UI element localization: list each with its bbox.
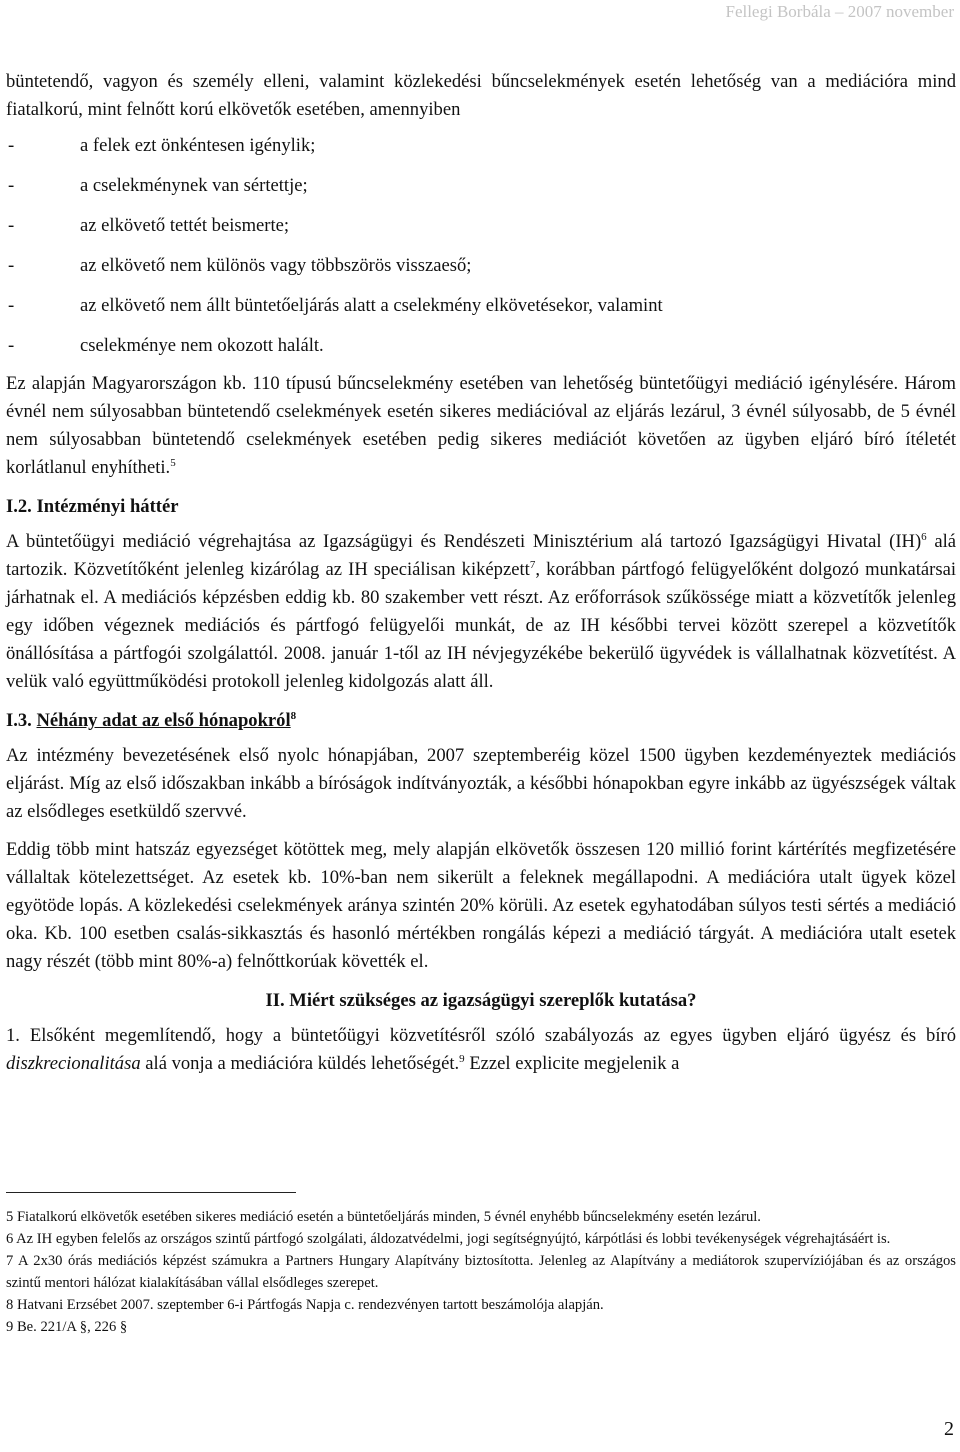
list-item-text: az elkövető tettét beismerte;: [80, 215, 290, 236]
section-title: Néhány adat az első hónapokról: [36, 710, 291, 731]
footnotes: [6, 1206, 956, 1338]
paragraph-agreements: Eddig több mint hatszáz egyezséget kötöttek meg, mely alapján elkövetők összesen 120 millió forint kártérítés megfizetésére vállaltak kötelezettséget. Az esetek kb. 10%-ban nem sikerült a feleknek megállapodni. A mediációra utalt ügyek közel egyötöde lopás. A közlekedési cselekmények aránya szintén 20% körüli. Az esetek egyhatodában súlyos testi sértés a mediáció oka. Kb. 100 esetben csalás-sikkasztás és hasonló mértékben rongálás képezi a mediáció tárgyát. A mediációra utalt esetek nagy részét (több mint 80%-a) felnőttkorúak követték el.: [6, 839, 956, 972]
footnote-number: 6: [6, 1231, 14, 1247]
footnote-ref[interactable]: 6: [921, 530, 927, 543]
section-title: Intézményi háttér: [36, 496, 179, 517]
list-item-text: az elkövető nem különös vagy többszörös visszaeső;: [80, 255, 472, 276]
section-number: I.2.: [6, 496, 32, 517]
list-dash: -: [8, 175, 15, 196]
footnote-ref[interactable]: 8: [290, 709, 297, 722]
footnote-text: Hatvani Erzsébet 2007. szeptember 6-i Pártfogás Napja c. rendezvényen tartott beszámolója alapján.: [13, 1297, 604, 1313]
paragraph-discretion: [6, 1022, 956, 1078]
paragraph-text: Ezzel explicite megjelenik a: [464, 1053, 680, 1074]
list-dash: -: [8, 215, 15, 236]
section-heading-ii: II. Miért szükséges az igazságügyi szereplők kutatása?: [265, 990, 697, 1011]
footnote-item: [6, 1228, 956, 1250]
list-item: [6, 206, 956, 246]
footnote-text: Fiatalkorú elkövetők esetében sikeres mediáció esetén a büntetőeljárás minden, 5 évnél enyhébb bűncselekmény esetén lezárul.: [13, 1209, 761, 1225]
footnote-item: [6, 1294, 956, 1316]
list-item: [6, 326, 956, 366]
list-item: [6, 166, 956, 206]
footnote-number: 8: [6, 1297, 14, 1313]
paragraph-institutional-background: [6, 528, 956, 696]
footnote-divider: [6, 1192, 296, 1193]
paragraph-text: A büntetőügyi mediáció végrehajtása az Igazságügyi és Rendészeti Minisztérium alá tartozó Igazságügyi Hivatal (IH): [6, 531, 922, 552]
list-item-text: a felek ezt önkéntesen igénylik;: [80, 135, 316, 156]
list-dash: -: [8, 135, 15, 156]
footnote-text: A 2x30 órás mediációs képzést számukra a Partners Hungary Alapítvány biztosította. Jelenleg az Alapítvány a mediátorok szupervíziójában és az országos szintű mentori hálózat kialakításában vállal elsődleges szerepet.: [6, 1253, 956, 1291]
list-item: [6, 286, 956, 326]
paragraph-mediation-scope: [6, 370, 956, 482]
paragraph-text: , korábban pártfogó felügyelőként dolgozó munkatársai járhatnak el. A mediációs képzésben eddig kb. 80 szakember vett részt. Az erőforrások szűkössége miatt a közvetítők jelenleg egy időben végeznek mediációs és pártfogó felügyelői munkát, de az IH későbbi tervei között szerepel a közvetítők önállósítása a pártfogói szolgálattól. 2008. január 1-től az IH névjegyzékébe bekerülő ügyvédek is vállalhatnak közvetítést. A velük való együttműködési protokoll jelenleg kidolgozás alatt áll.: [6, 559, 956, 692]
section-heading-i2: [6, 492, 956, 522]
footnote-number: 5: [6, 1209, 14, 1225]
section-heading-i3: [6, 706, 956, 736]
paragraph-text: alá vonja a mediációra küldés lehetőségét.: [140, 1053, 460, 1074]
list-item: [6, 126, 956, 166]
list-dash: -: [8, 335, 15, 356]
italic-term: diszkrecionalitása: [6, 1053, 141, 1074]
footnote-item: [6, 1316, 956, 1338]
footnote-item: [6, 1206, 956, 1228]
list-item-text: cselekménye nem okozott halált.: [80, 335, 324, 356]
list-item-text: az elkövető nem állt büntetőeljárás alatt a cselekmény elkövetésekor, valamint: [80, 295, 663, 316]
paragraph-text: 1. Elsőként megemlítendő, hogy a büntetőügyi közvetítésről szóló szabályozás az egyes ügyben eljáró ügyész és bíró: [6, 1025, 956, 1046]
footnote-text: Be. 221/A §, 226 §: [13, 1319, 128, 1335]
footnote-text: Az IH egyben felelős az országos szintű pártfogó szolgálati, áldozatvédelmi, jogi segítségnyújtó, kárpótlási és lobbi tevékenységek végrehajtásáért is.: [13, 1231, 891, 1247]
conditions-list: [6, 126, 956, 366]
list-dash: -: [8, 255, 15, 276]
footnote-ref[interactable]: 7: [529, 558, 536, 571]
list-item-text: a cselekménynek van sértettje;: [80, 175, 308, 196]
list-dash: -: [8, 295, 15, 316]
page-number: 2: [944, 1418, 954, 1440]
list-item: [6, 246, 956, 286]
paragraph-text: Ez alapján Magyarországon kb. 110 típusú bűncselekmény esetében van lehetőség büntetőügyi mediáció igénylésére. Három évnél nem súlyosabban büntetendő cselekmények esetén sikeres mediációval az eljárás lezárul, 3 évnél súlyosabb, de 5 évnél nem súlyosabban büntetendő cselekmények esetében pedig sikeres mediációt követően az ügyben eljáró bíró ítéletét korlátlanul enyhítheti.: [6, 373, 956, 478]
footnote-item: [6, 1250, 956, 1294]
footnote-number: 9: [6, 1319, 14, 1335]
footnote-ref[interactable]: 9: [459, 1052, 465, 1065]
document-body: [6, 68, 956, 1078]
paragraph-text: alá tartozik. Közvetítőként jelenleg kizárólag az IH speciálisan kiképzett: [6, 531, 956, 580]
paragraph-first-months: Az intézmény bevezetésének első nyolc hónapjában, 2007 szeptemberéig közel 1500 ügyben kezdeményeztek mediációs eljárást. Míg az első időszakban inkább a bíróságok indítványozták, a későbbi hónapokban egyre inkább az ügyészségek váltak az elsődleges esetküldő szervvé.: [6, 745, 956, 822]
intro-paragraph: büntetendő, vagyon és személy elleni, valamint közlekedési bűncselekmények esetén lehetőség van a mediációra mind fiatalkorú, mint felnőtt korú elkövetők esetében, amennyiben: [6, 71, 956, 120]
footnote-ref[interactable]: 5: [170, 456, 176, 469]
section-number: I.3.: [6, 710, 32, 731]
running-header: Fellegi Borbála – 2007 november: [725, 2, 954, 21]
footnote-number: 7: [6, 1253, 14, 1269]
